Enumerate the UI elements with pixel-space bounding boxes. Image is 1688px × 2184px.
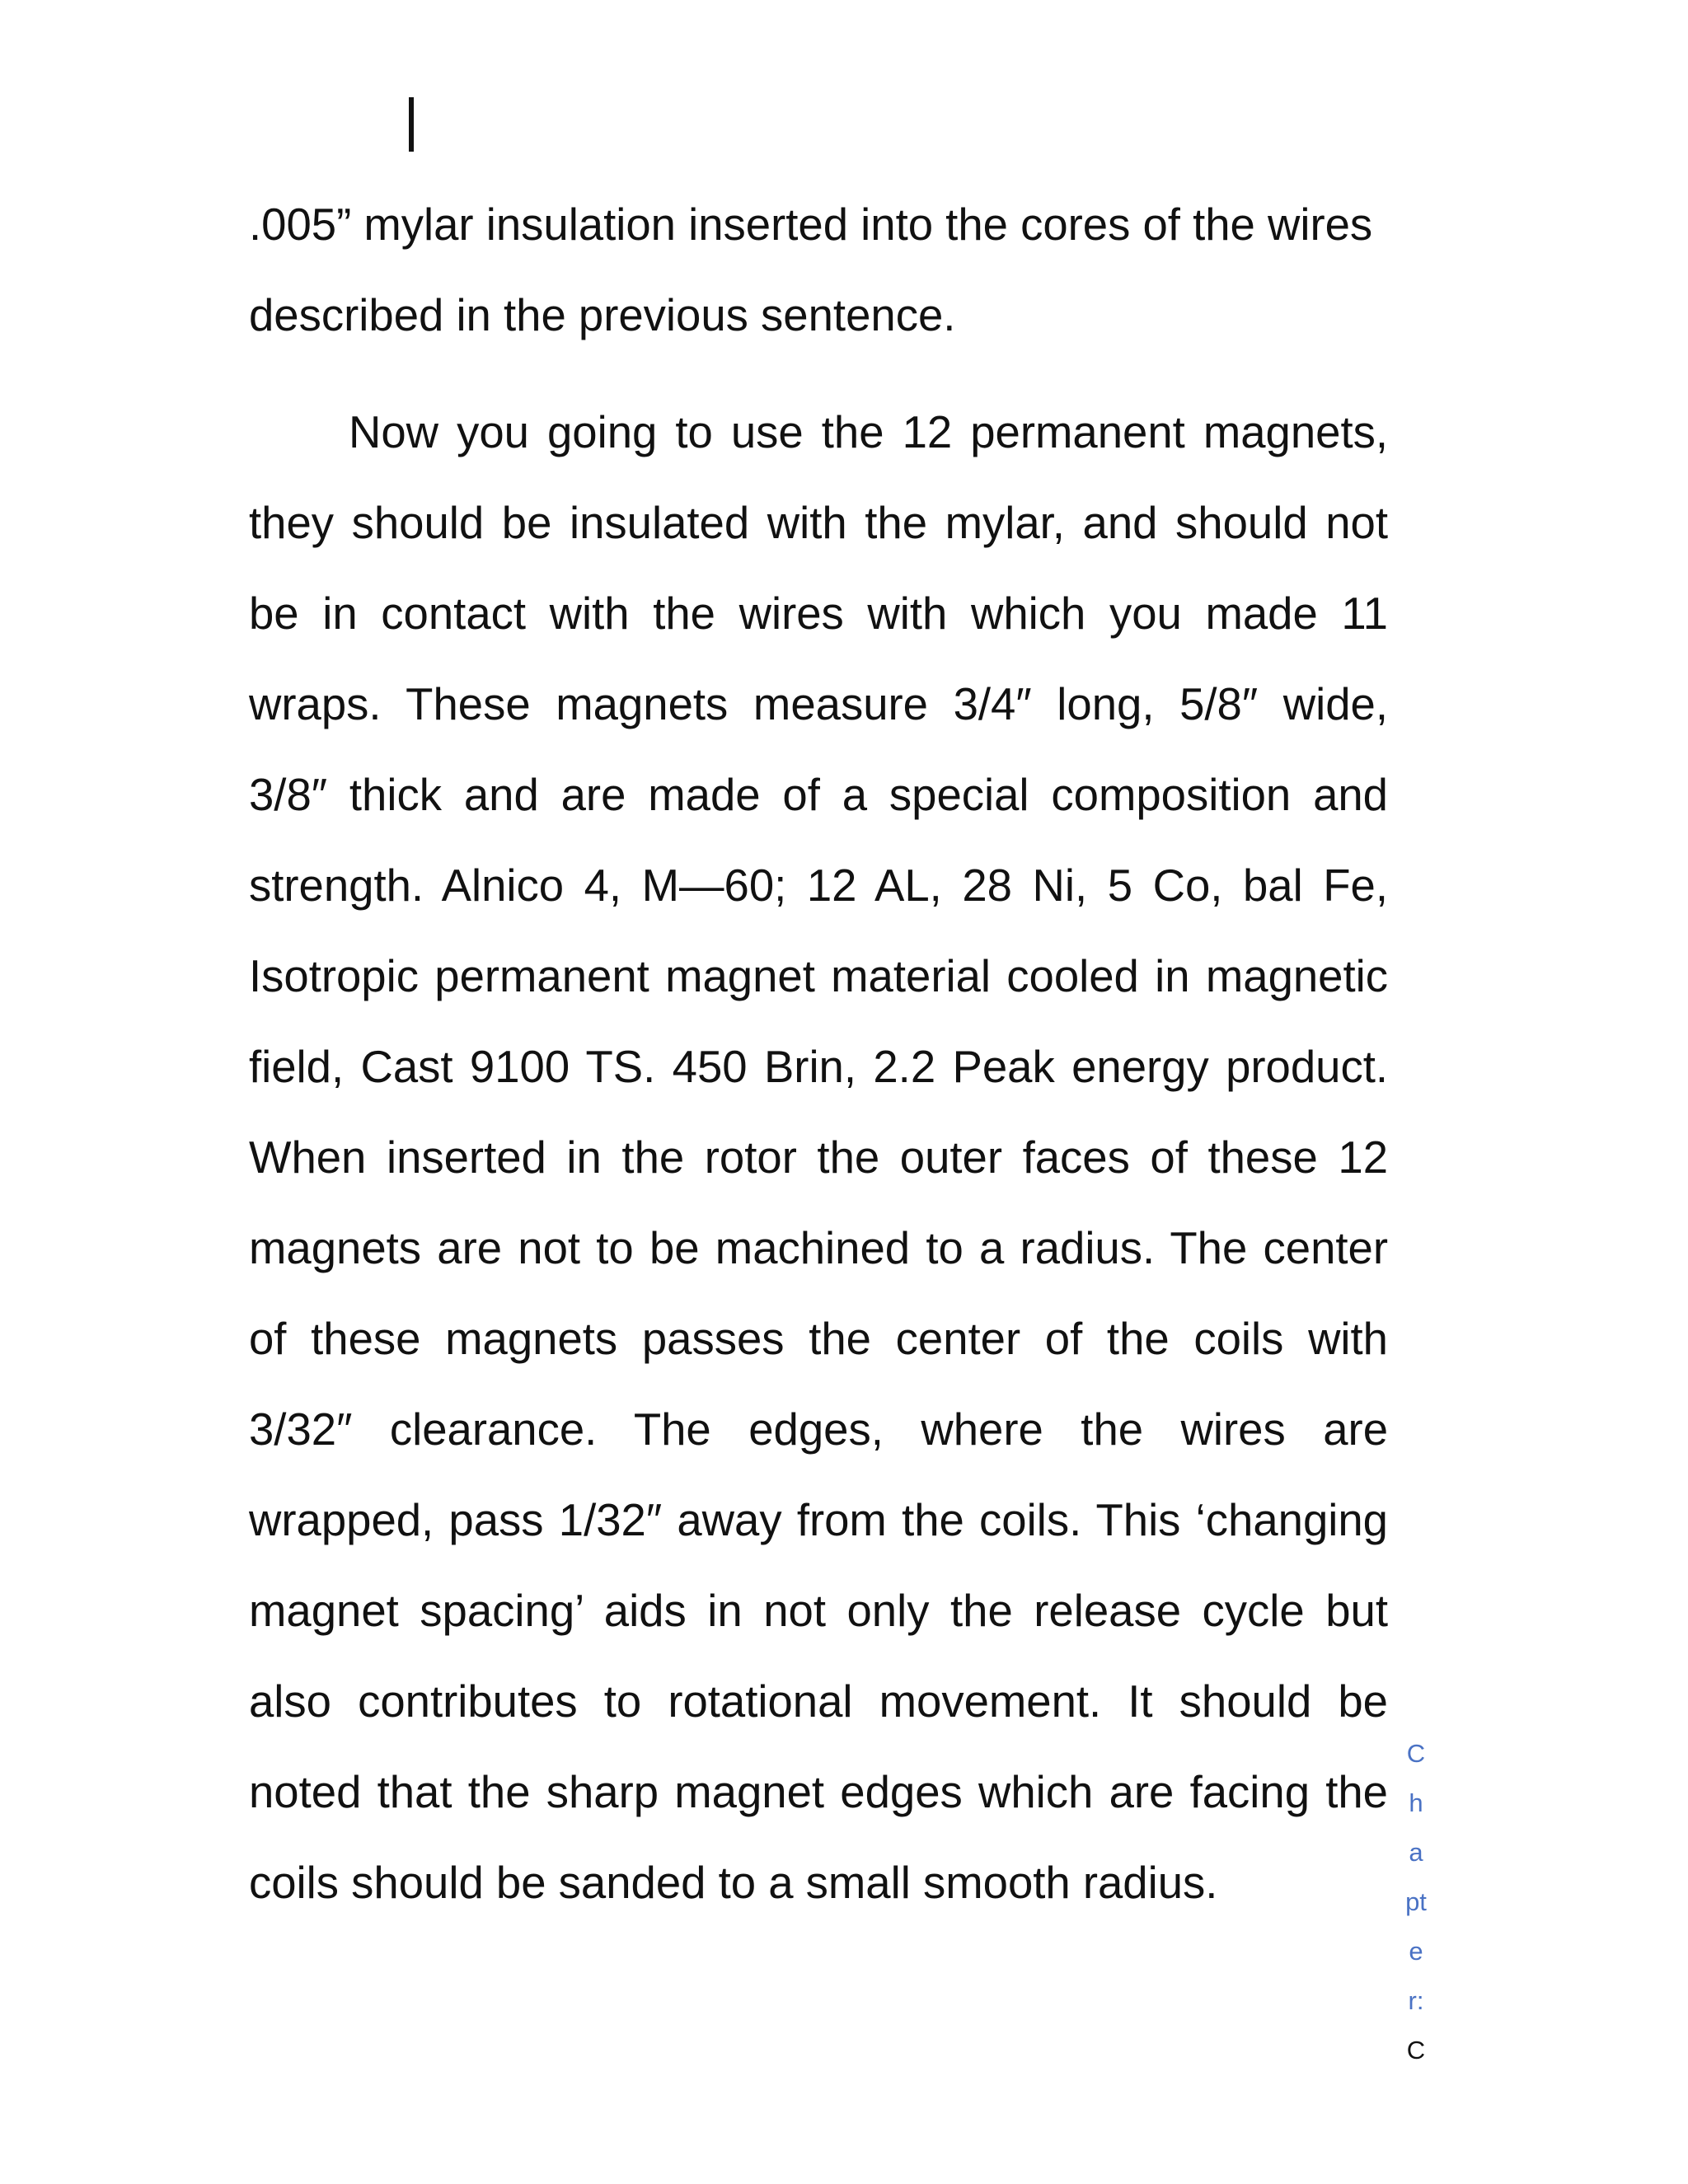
paragraph-magnets: Now you going to use the 12 permanent magnets, they should be insulated with the mylar, and should not be in contact with the wires with which you made 11 wraps. These magnets measure 3/4″ long, 5/8″ wide, 3/8″ thick and are made of a special composition and strength. Alnico 4, M—60; 12 AL, 28 Ni, 5 Co, bal Fe, Isotropic permanent magnet material cooled in magnetic field, Cast 9100 TS. 450 Brin, 2.2 Peak energy product. When inserted in the rotor the outer faces of these 12 magnets are not to be machined to a radius. The center of these magnets passes the center of the coils with 3/32″ clearance. The edges, where the wires are wrapped, pass 1/32″ away from the coils. This ‘changing magnet spacing’ aids in not only the release cycle but also contributes to rotational movement. It should be noted that the sharp magnet edges which are facing the coils should be sanded to a small smooth radius. — [249, 407, 1388, 1908]
text-cursor-mark — [409, 97, 414, 152]
paragraph-continuation: .005” mylar insulation inserted into the cores of the wires described in the previous sentence. — [249, 199, 1373, 340]
margin-note-fragment: h — [1409, 1788, 1423, 1817]
margin-note-fragment: C — [1406, 2036, 1426, 2064]
margin-note-fragment: C — [1406, 1739, 1426, 1768]
margin-chapter-note — [1400, 1729, 1432, 2075]
margin-note-fragment: pt — [1405, 1887, 1427, 1916]
margin-note-fragment: a — [1409, 1838, 1423, 1867]
margin-note-fragment: r: — [1408, 1986, 1424, 2015]
margin-note-fragment: e — [1409, 1937, 1423, 1966]
